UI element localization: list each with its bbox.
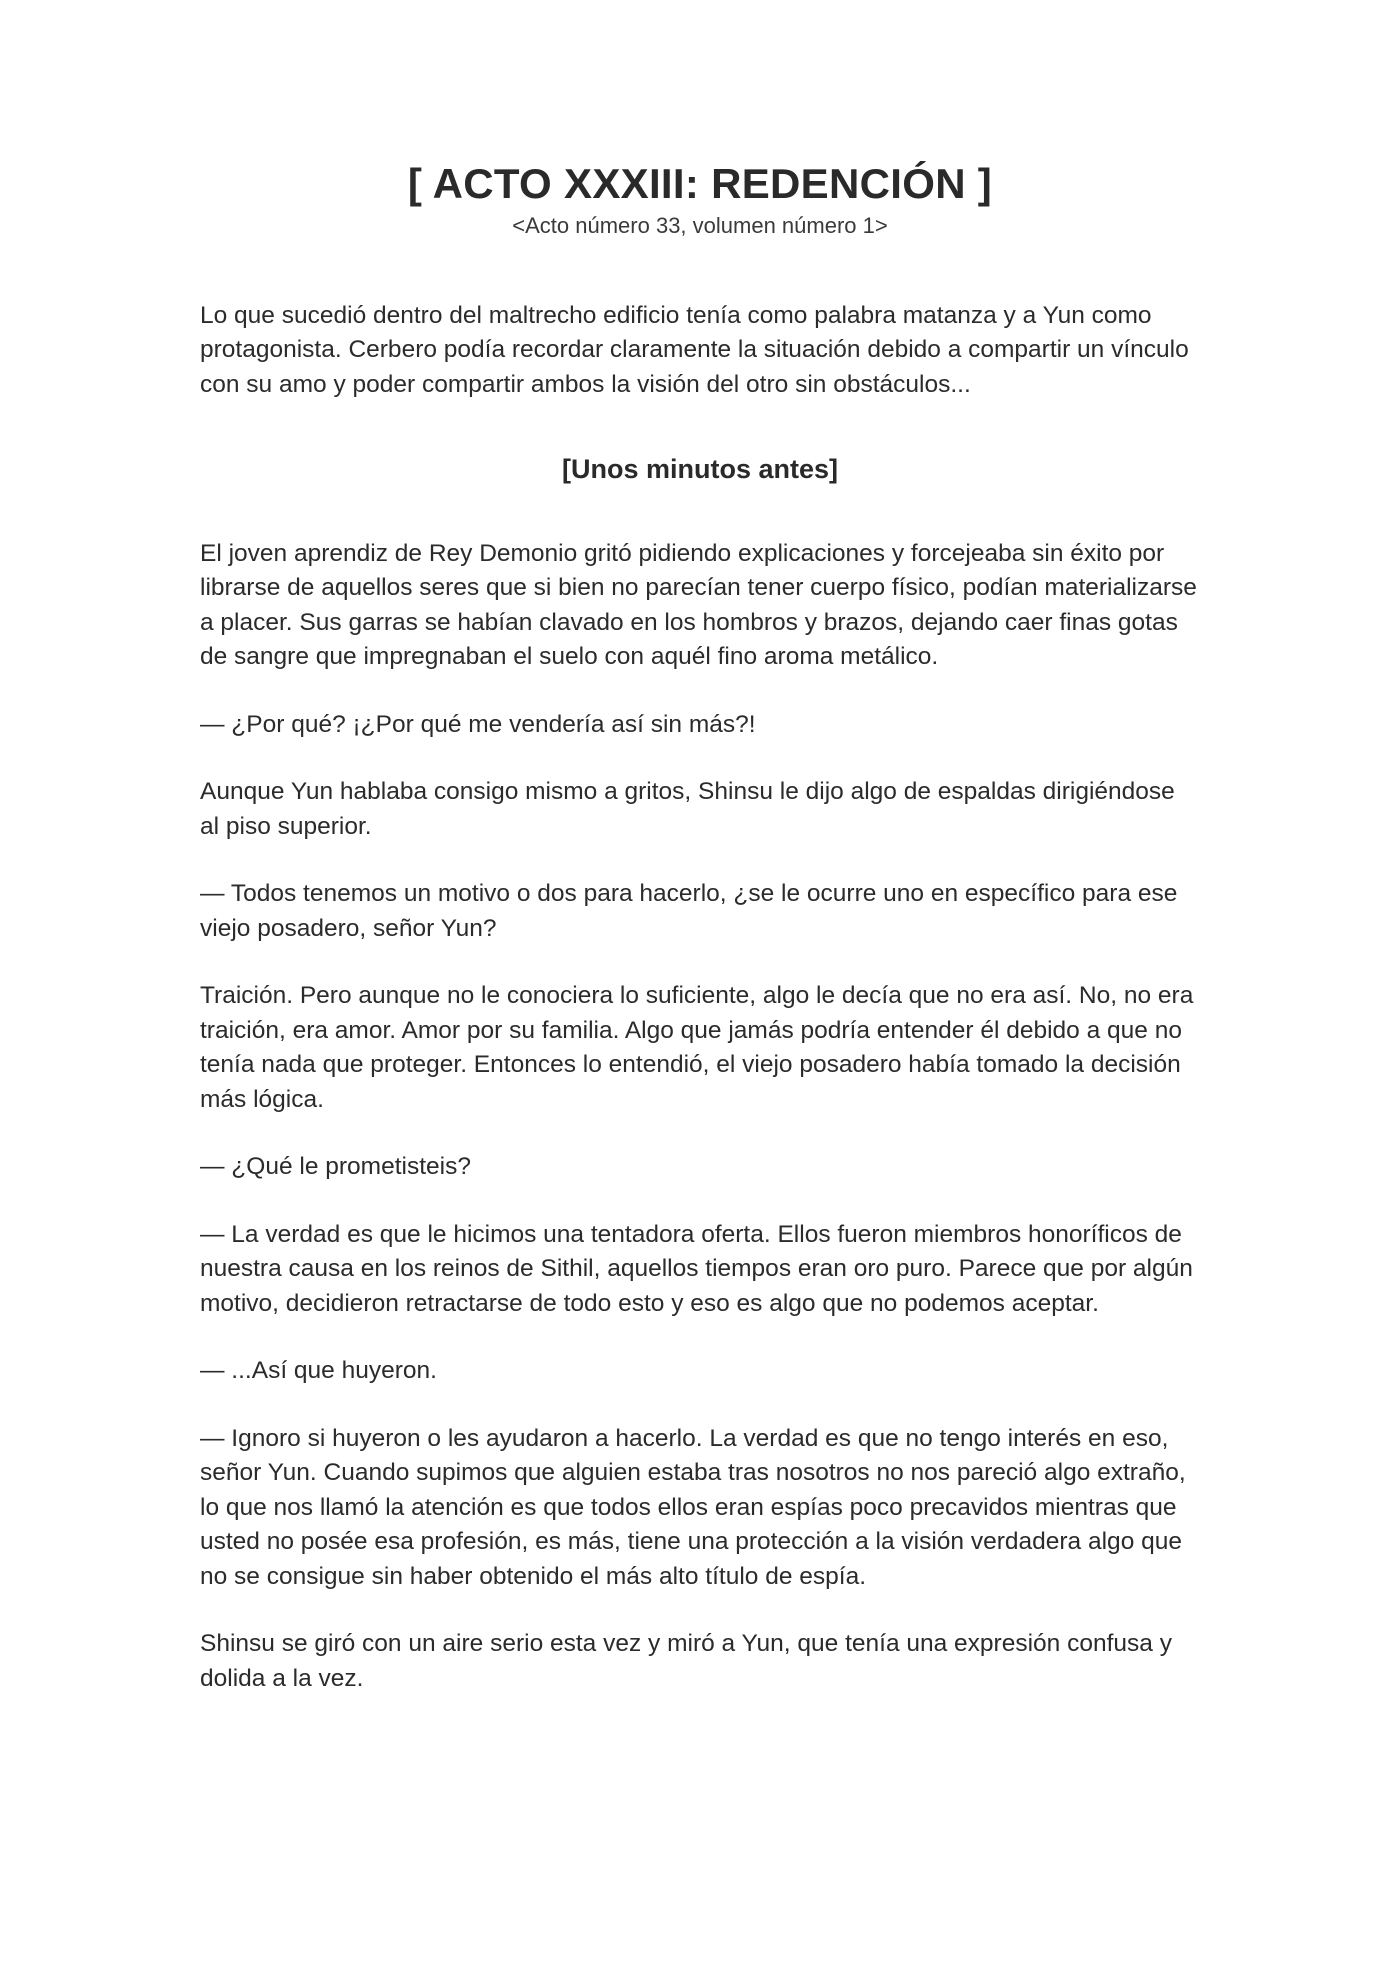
paragraph-3: Traición. Pero aunque no le conociera lo suficiente, algo le decía que no era así. No, no era traición, era amor. Amor por su familia. Algo que jamás podría entender él debido a que no tenía nada que proteger. Entonces lo entendió, el viejo posadero había tomado la decisión más lógica. xyxy=(200,982,1194,1113)
section-heading: [Unos minutos antes] xyxy=(561,454,838,485)
paragraph-2: Aunque Yun hablaba consigo mismo a gritos, Shinsu le dijo algo de espaldas dirigiéndose al piso superior. xyxy=(200,778,1175,840)
dialogue-1: — ¿Por qué? ¡¿Por qué me vendería así sin más?! xyxy=(200,710,756,738)
chapter-subtitle: <Acto número 33, volumen número 1> xyxy=(512,213,888,239)
paragraph-1: El joven aprendiz de Rey Demonio gritó pidiendo explicaciones y forcejeaba sin éxito por librarse de aquellos seres que si bien no parecían tener cuerpo físico, podían materializarse a placer. Sus garras se habían clavado en los hombros y brazos, dejando caer finas gotas de sangre que impregnaban el suelo con aquél fino aroma metálico. xyxy=(200,539,1197,671)
dialogue-4: — La verdad es que le hicimos una tentadora oferta. Ellos fueron miembros honoríficos de nuestra causa en los reinos de Sithil, aquellos tiempos eran oro puro. Parece que por algún motivo, decidieron retractarse de todo esto y eso es algo que no podemos aceptar. xyxy=(200,1220,1193,1317)
dialogue-6: — Ignoro si huyeron o les ayudaron a hacerlo. La verdad es que no tengo interés en eso, señor Yun. Cuando supimos que alguien estaba tras nosotros no nos pareció algo extraño, lo que nos llamó la atención es que todos ellos eran espías poco precavidos mientras que usted no posée esa profesión, es más, tiene una protección a la visión verdadera algo que no se consigue sin haber obtenido el más alto título de espía. xyxy=(200,1424,1186,1590)
chapter-title: [ ACTO XXXIII: REDENCIÓN ] xyxy=(407,160,993,207)
document-page xyxy=(200,160,1200,1696)
dialogue-3: — ¿Qué le prometisteis? xyxy=(200,1153,471,1181)
intro-paragraph: Lo que sucedió dentro del maltrecho edificio tenía como palabra matanza y a Yun como protagonista. Cerbero podía recordar claramente la situación debido a compartir un vínculo con su amo y poder compartir ambos la visión del otro sin obstáculos... xyxy=(200,301,1189,398)
dialogue-2: — Todos tenemos un motivo o dos para hacerlo, ¿se le ocurre uno en específico para ese viejo posadero, señor Yun? xyxy=(200,880,1178,942)
dialogue-5: — ...Así que huyeron. xyxy=(200,1357,437,1385)
paragraph-4: Shinsu se giró con un aire serio esta vez y miró a Yun, que tenía una expresión confusa y dolida a la vez. xyxy=(200,1630,1172,1692)
